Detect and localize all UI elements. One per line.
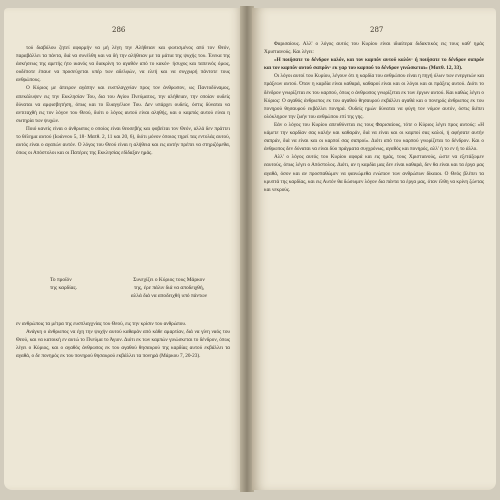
side-heading	[50, 276, 96, 292]
quote-lines	[108, 276, 230, 300]
left-page-number: 286	[112, 26, 126, 34]
paragraph: Ανάγκη ο άνθρωπος να έχη την ψυχήν αυτού καθαράν από κάθε αμαρτίαν, διά να γίνη ναός του Θεού, και να κατοική εν αυτώ το Πνεύμα το Άγιον. Διότι εκ των καρπών γινώσκεται το δένδρον, όπως λέγει ο Κύριος, και ο αγαθός άνθρωπος εκ του αγαθού θησαυρού της καρδίας αυτού εκβάλλει τα αγαθά, ο δε πονηρός εκ του πονηρού θησαυρού εκβάλλει τα πονηρά (Μάρκου 7, 20-23).	[16, 329, 230, 360]
side-heading-line: της καρδίας.	[50, 285, 77, 291]
left-top-text	[16, 44, 230, 157]
quote-line: αλλά διά να αποδειχθή υπό πάντων	[130, 293, 208, 299]
left-page	[4, 8, 242, 490]
left-bottom-text	[16, 320, 230, 360]
paragraph: Εάν ο λόγος του Κυρίου απευθύνεται εις τους Φαρισαίους, τότε ο Κύριος λέγει προς αυτούς: «Η κάμετε την καρδίαν σας καλήν και καθαράν, διά να είναι και οι καρποί σας καλοί, ή αφήσατε αυτήν σαπράν, διά να είναι και οι καρποί σας σαπροί». Διότι από του καρπού γνωρίζεται το δένδρον. Και ο άνθρωπος δεν δύναται να είναι δύο πράγματα συγχρόνως, αγαθός και πονηρός, αλλ' ή το εν ή το άλλο.	[264, 121, 484, 153]
quote-line: της, έρε πάλιν διά να αποδειχθή,	[133, 285, 205, 291]
paragraph: Ποιό κανείς είναι ο άνθρωπος ο οποίος είναι θεοσεβής και φοβείται τον Θεόν, αλλά δεν πράττει το θέλημα αυτού (Ιωάννου 5, 18· Ματθ. 2, 11 και 20, 6), διότι μόνον όποιος τηρεί τας εντολάς αυτού, αυτός είναι ο αγαπών αυτόν. Ο λόγος του Θεού είναι η αλήθεια και εις αυτήν πρέπει να στηριζόμεθα, όπως οι Απόστολοι και οι Πατέρες της Εκκλησίας εδίδαξαν ημάς.	[16, 125, 230, 157]
paragraph: εν ανθρώποις τα μέτρα της ευσπλαγχνίας του Θεού, εις την κρίσιν του ανθρώπου.	[16, 321, 187, 327]
paragraph: Ο Κύριος με άπειρον αγάπην και ευσπλαγχνίαν προς τον άνθρωπον, ως Παντοδύναμος, απεκάλυψεν εις την Εκκλησίαν Του, δια του Αγίου Πνεύματος, την αλήθειαν, την οποίαν ουδείς δύναται να αμφισβητήση, όπως και το Ευαγγέλιον Του. Δεν υπάρχει ουδείς, όστις δύναται να αντιταχθή εις τον λόγον του Θεού, διότι ο λόγος αυτού είναι αληθής, και ο καρπός αυτού είναι η σωτηρία των ψυχών.	[16, 85, 230, 124]
paragraph: Αλλ' ο λόγος αυτός του Κυρίου αφορά και εις ημάς, τους Χριστιανούς, ώστε να εξετάζωμεν εαυτούς, όπως λέγει ο Απόστολος. Διότι, αν η καρδία μας δεν είναι καθαρά, δεν θα είναι και τα έργα μας αγαθά, όσον και αν προσπαθώμεν να φαινώμεθα ενώπιον των ανθρώπων δίκαιοι. Ο Θεός βλέπει τα κρυπτά της καρδίας, και εις Αυτόν θα δώσωμεν λόγον δια πάντα τα έργα μας, όταν έλθη να κρίνη ζώντας και νεκρούς.	[264, 154, 484, 193]
quote-line: Συνεχίζει ο Κύριος τους Μάρκον	[133, 277, 205, 283]
right-text	[264, 40, 484, 194]
right-page-number: 287	[370, 26, 384, 34]
side-heading-block	[16, 276, 230, 318]
right-page	[252, 8, 496, 490]
paragraph: Φαρισαίους. Αλλ' ο λόγος αυτός του Κυρίου είναι ιδιαίτερα διδακτικός εις τους καθ' ημάς Χριστιανούς. Και λέγει:	[264, 41, 484, 56]
side-heading-line: Το προϊόν	[50, 277, 72, 283]
paragraph: τού διαβόλου ζητεί αφορμήν να μή λέγη την Αλήθειαν και φωτισμένος από τον Θεόν, παραβάλλει τα πάντα, διά να συνέλθη και να δή την αλήθειαν με τα μάτια της ψυχής του. Ένεκα της άσκήσεως της αρετής ήτο ικανός να διακρίνη το αγαθόν από το κακόν· ήσυχος και ταπεινός όμως, ουδέποτε έπαυε να προσεύχεται υπέρ των αδελφών, να ελεή και να συγχωρή πάντοτε τους ανθρώπους.	[16, 45, 230, 84]
paragraph-bold-quote: «Η ποιήσατε το δένδρον καλόν, και τον καρπόν αυτού καλόν· ή ποιήσατε το δένδρον σαπρόν και τον καρπόν αυτού σαπρόν· εκ γαρ του καρπού το δένδρον γινώσκεται» (Ματθ. 12, 33).	[264, 57, 484, 72]
paragraph: Οι λόγοι αυτοί του Κυρίου, λέγουν ότι η καρδία του ανθρώπου είναι η πηγή όλων των ενεργειών και πράξεων αυτού. Όταν η καρδία είναι καθαρά, καθαροί είναι και οι λόγοι και αι πράξεις αυτού. Διότι το δένδρον γνωρίζεται εκ του καρπού, όπως ο άνθρωπος γνωρίζεται εκ των έργων αυτού. Και καθώς λέγει ο Κύριος: Ο αγαθός άνθρωπος εκ του αγαθού θησαυρού εκβάλλει αγαθά και ο πονηρός άνθρωπος εκ του πονηρού θησαυρού εκβάλλει πονηρά. Ουδείς ημών δύναται να φύγη τον νόμον αυτόν, όστις διέπει ολόκληρον την ζωήν του ανθρώπου επί της γης.	[264, 73, 484, 120]
